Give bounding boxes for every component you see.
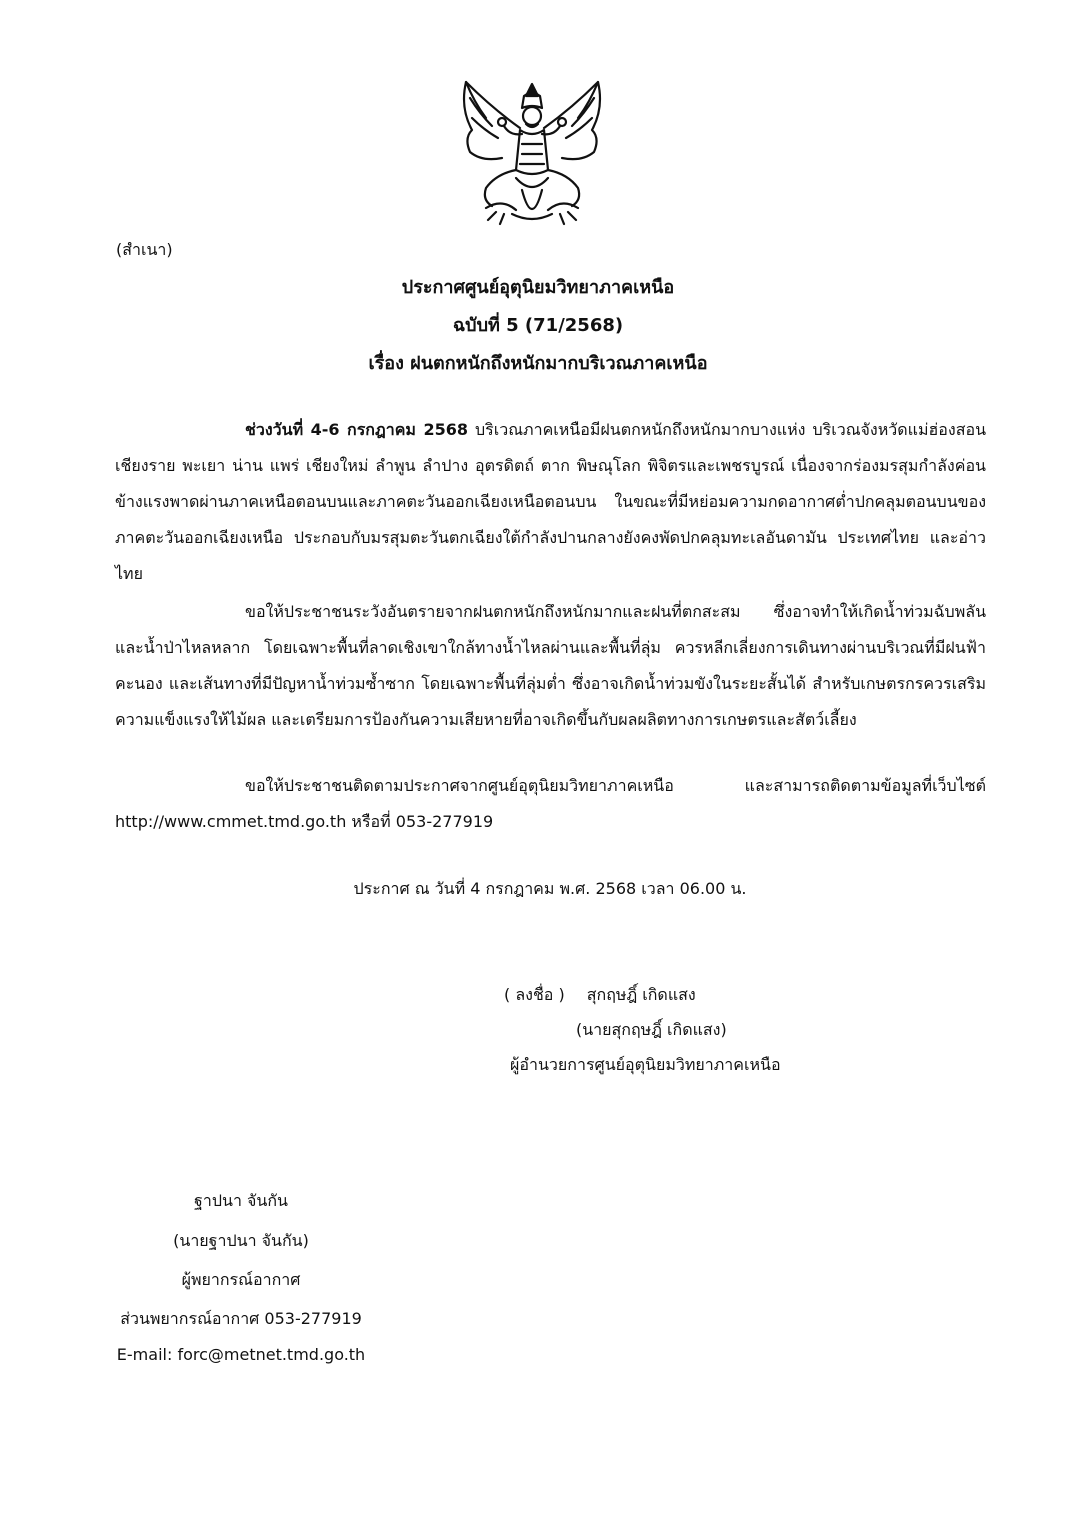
forecast-details: บริเวณภาคเหนือมีฝนตกหนักถึงหนักมากบางแห่ง บริเวณจังหวัดแม่ฮ่องสอน เชียงราย พะเยา น่าน แพร่ เชียงใหม่ ลำพูน ลำปาง อุตรดิตถ์ ตาก พิษณุโลก พิจิตรและเพชรบูรณ์ เนื่องจากร่องมรสุมกำลังค่อนข้างแรงพาดผ่านภาคเหนือตอนบนและภาคตะวันออกเฉียงเหนือตอนบน ในขณะที่มีหย่อมความกดอากาศต่ำปกคลุมตอนบนของภาคตะวันออกเฉียงเหนือ ประกอบกับมรสุมตะวันตกเฉียงใต้กำลังปานกลางยังคงพัดปกคลุมทะเลอันดามัน ประเทศไทย และอ่าวไทย bbox=[115, 420, 987, 583]
header-issue-number: ฉบับที่ 5 (71/2568) bbox=[452, 315, 624, 336]
forecaster-full-name: (นายฐาปนา จันกัน) bbox=[173, 1231, 309, 1250]
forecast-period: ช่วงวันที่ 4-6 กรกฎาคม 2568 bbox=[245, 420, 468, 439]
copy-mark: (สำเนา) bbox=[116, 240, 173, 259]
signatory-title: ผู้อำนวยการศูนย์อุตุนิยมวิทยาภาคเหนือ bbox=[510, 1055, 781, 1074]
header-subject: เรื่อง ฝนตกหนักถึงหนักมากบริเวณภาคเหนือ bbox=[368, 353, 708, 374]
announce-datetime: ประกาศ ณ วันที่ 4 กรกฎาคม พ.ศ. 2568 เวลา 06.00 น. bbox=[353, 879, 747, 898]
paragraph-warning bbox=[115, 594, 986, 738]
garuda-emblem-icon bbox=[452, 78, 612, 234]
forecaster-email: E-mail: forc@metnet.tmd.go.th bbox=[116, 1345, 366, 1364]
forecaster-department: ส่วนพยากรณ์อากาศ 053-277919 bbox=[120, 1309, 362, 1328]
signature-label: ( ลงชื่อ ) bbox=[504, 985, 565, 1004]
paragraph-forecast bbox=[115, 412, 986, 592]
warning-text: ขอให้ประชาชนระวังอันตรายจากฝนตกหนักถึงหนักมากและฝนที่ตกสะสม ซึ่งอาจทำให้เกิดน้ำท่วมฉับพลันและน้ำป่าไหลหลาก โดยเฉพาะพื้นที่ลาดเชิงเขาใกล้ทางน้ำไหลผ่านและพื้นที่ลุ่ม ควรหลีกเลี่ยงการเดินทางผ่านบริเวณที่มีฝนฟ้าคะนอง และเส้นทางที่มีปัญหาน้ำท่วมซ้ำซาก โดยเฉพาะพื้นที่ลุ่มต่ำ ซึ่งอาจเกิดน้ำท่วมขังในระยะสั้นได้ สำหรับเกษตรกรควรเสริมความแข็งแรงให้ไม้ผล และเตรียมการป้องกันความเสียหายที่อาจเกิดขึ้นกับผลผลิตทางการเกษตรและสัตว์เลี้ยง bbox=[115, 602, 986, 729]
followup-text: ขอให้ประชาชนติดตามประกาศจากศูนย์อุตุนิยมวิทยาภาคเหนือ และสามารถติดตามข้อมูลที่เว็บไซต์ http://www.cmmet.tmd.go.th หรือที่ 053-277919 bbox=[115, 776, 986, 831]
forecaster-title: ผู้พยากรณ์อากาศ bbox=[181, 1270, 301, 1289]
paragraph-followup bbox=[115, 768, 986, 840]
header-title: ประกาศศูนย์อุตุนิยมวิทยาภาคเหนือ bbox=[401, 277, 675, 298]
signature-name: สุกฤษฎิ์ เกิดแสง bbox=[586, 985, 696, 1004]
signatory-full-name: (นายสุกฤษฎิ์ เกิดแสง) bbox=[576, 1020, 727, 1039]
forecaster-name: ฐาปนา จันกัน bbox=[194, 1191, 288, 1210]
signature-line bbox=[504, 983, 696, 1008]
